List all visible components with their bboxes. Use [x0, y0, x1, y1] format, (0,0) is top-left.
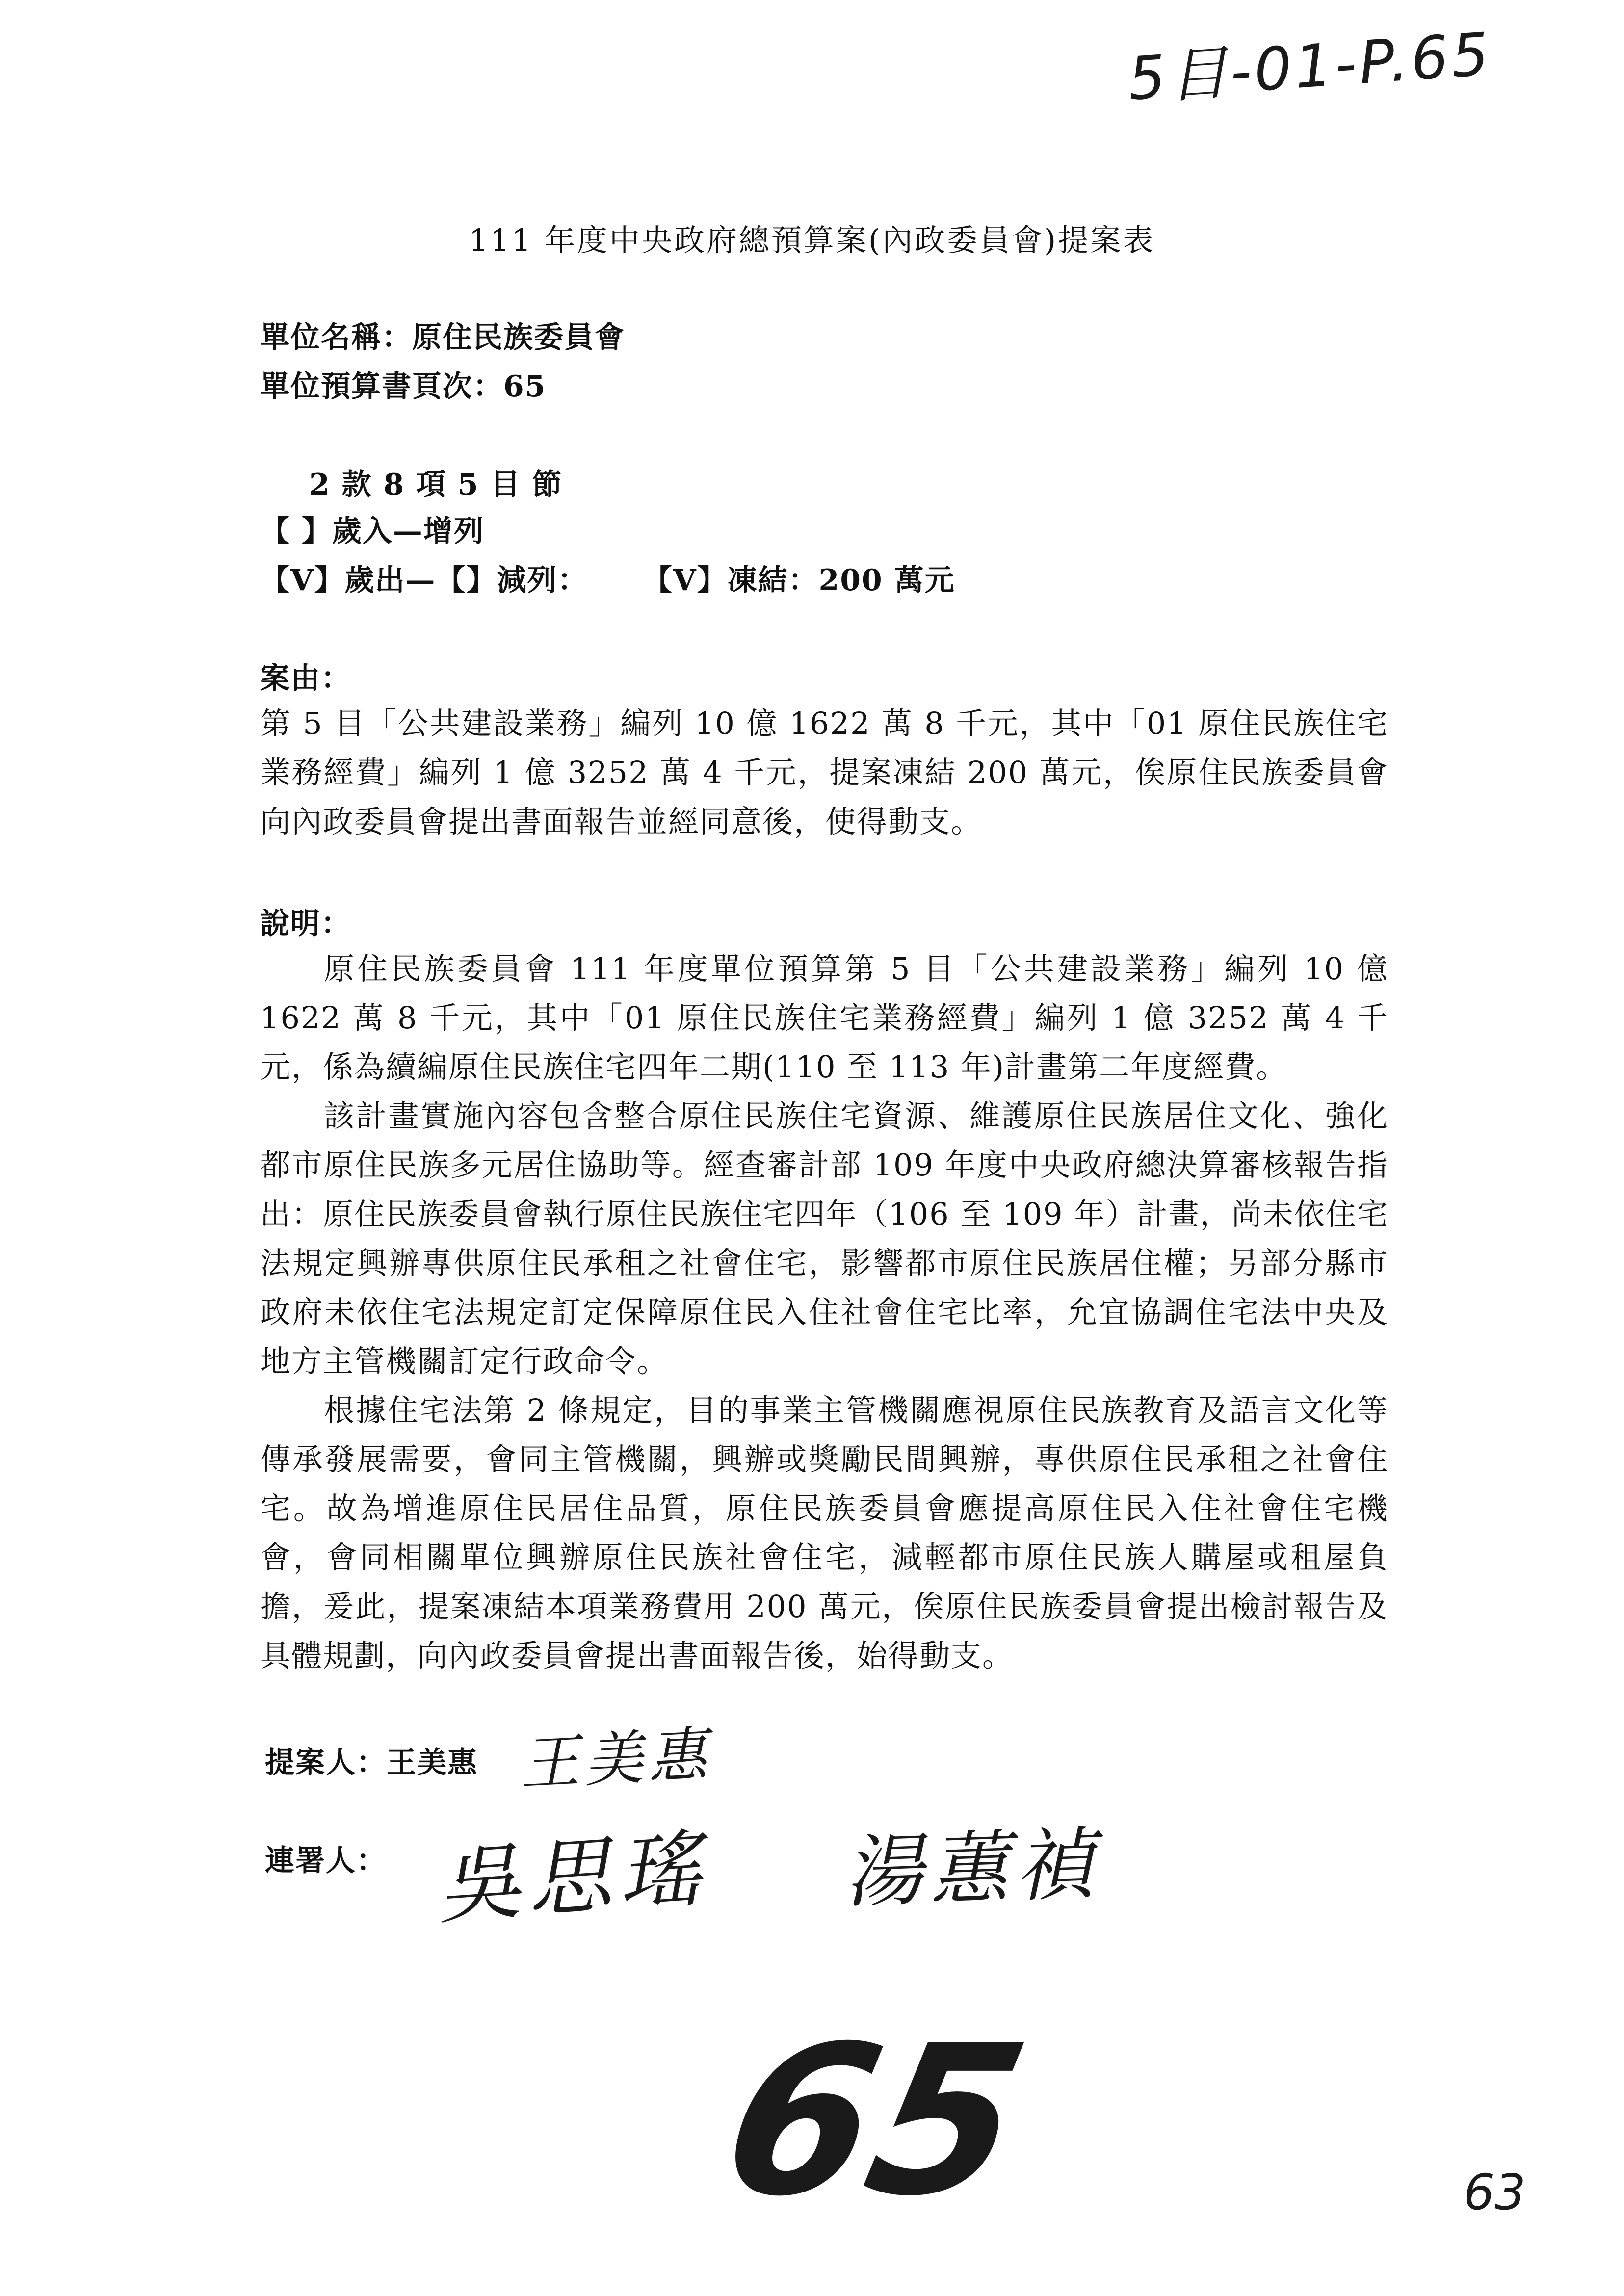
- unit-page-row: [260, 363, 547, 405]
- explanation-heading: 說明：: [260, 907, 351, 941]
- reason-heading: 案由：: [260, 661, 351, 696]
- proposer-row: [265, 1739, 478, 1781]
- cosigner-signature-2: 湯蕙禎: [842, 1818, 1102, 1919]
- explanation-paragraph-1: 原住民族委員會 111 年度單位預算第 5 目「公共建設業務」編列 10 億 1622 萬 8 千元，其中「01 原住民族住宅業務經費」編列 1 億 3252 萬 4 千元，係為續編原住民族住宅四年二期(110 至 113 年)計畫第二年度經費。: [260, 951, 1388, 1085]
- budget-code-line: 2 款 8 項 5 目 節: [309, 468, 563, 502]
- explanation-paragraph-2: 該計畫實施內容包含整合原住民族住宅資源、維護原住民族居住文化、強化都市原住民族多元居住協助等。經查審計部 109 年度中央政府總決算審核報告指出：原住民族委員會執行原住民族住宅四年（106 至 109 年）計畫，尚未依住宅法規定興辦專供原住民承租之社會住宅，影響都市原住民族居住權；另部分縣市政府未依住宅法規定訂定保障原住民入住社會住宅比率，允宜協調住宅法中央及地方主管機關訂定行政命令。: [260, 1098, 1388, 1379]
- corner-mark: 63: [1463, 2164, 1526, 2221]
- reason-text: 第 5 目「公共建設業務」編列 10 億 1622 萬 8 千元，其中「01 原住民族住宅業務經費」編列 1 億 3252 萬 4 千元，提案凍結 200 萬元，俟原住民族委員會向內政委員會提出書面報告並經同意後，使得動支。: [260, 705, 1388, 839]
- unit-page-label: 單位預算書頁次：: [260, 369, 503, 404]
- proposer-name: 王美惠: [387, 1746, 478, 1780]
- proposer-signature: 王美惠: [519, 1720, 713, 1799]
- page-title: 111 年度中央政府總預算案(內政委員會)提案表: [469, 222, 1155, 258]
- handwritten-corner-note: 5目-01-P.65: [1126, 20, 1494, 114]
- expense-line: 【V】歲出—【】減列：: [260, 563, 588, 598]
- explanation-paragraph-3: 根據住宅法第 2 條規定，目的事業主管機關應視原住民族教育及語言文化等傳承發展需要，會同主管機關，興辦或獎勵民間興辦，專供原住民承租之社會住宅。故為增進原住民居住品質，原住民族委員會應提高原住民入住社會住宅機會，會同相關單位興辦原住民族社會住宅，減輕都市原住民族人購屋或租屋負擔，爰此，提案凍結本項業務費用 200 萬元，俟原住民族委員會提出檢討報告及具體規劃，向內政委員會提出書面報告後，始得動支。: [260, 1392, 1388, 1673]
- handwritten-page-number: 65: [706, 2002, 1044, 2242]
- cosigner-signature-1: 吳思瑤: [434, 1820, 711, 1936]
- unit-page-value: 65: [503, 369, 547, 404]
- income-line: 【 】歲入—增列: [260, 514, 484, 548]
- proposer-label: 提案人：: [265, 1746, 387, 1780]
- unit-name-label: 單位名稱：: [260, 320, 412, 355]
- cosigner-label: 連署人：: [265, 1844, 387, 1878]
- unit-name-row: [260, 314, 625, 356]
- freeze-line: 【V】凍結：200 萬元: [643, 563, 955, 598]
- unit-name-value: 原住民族委員會: [412, 320, 625, 355]
